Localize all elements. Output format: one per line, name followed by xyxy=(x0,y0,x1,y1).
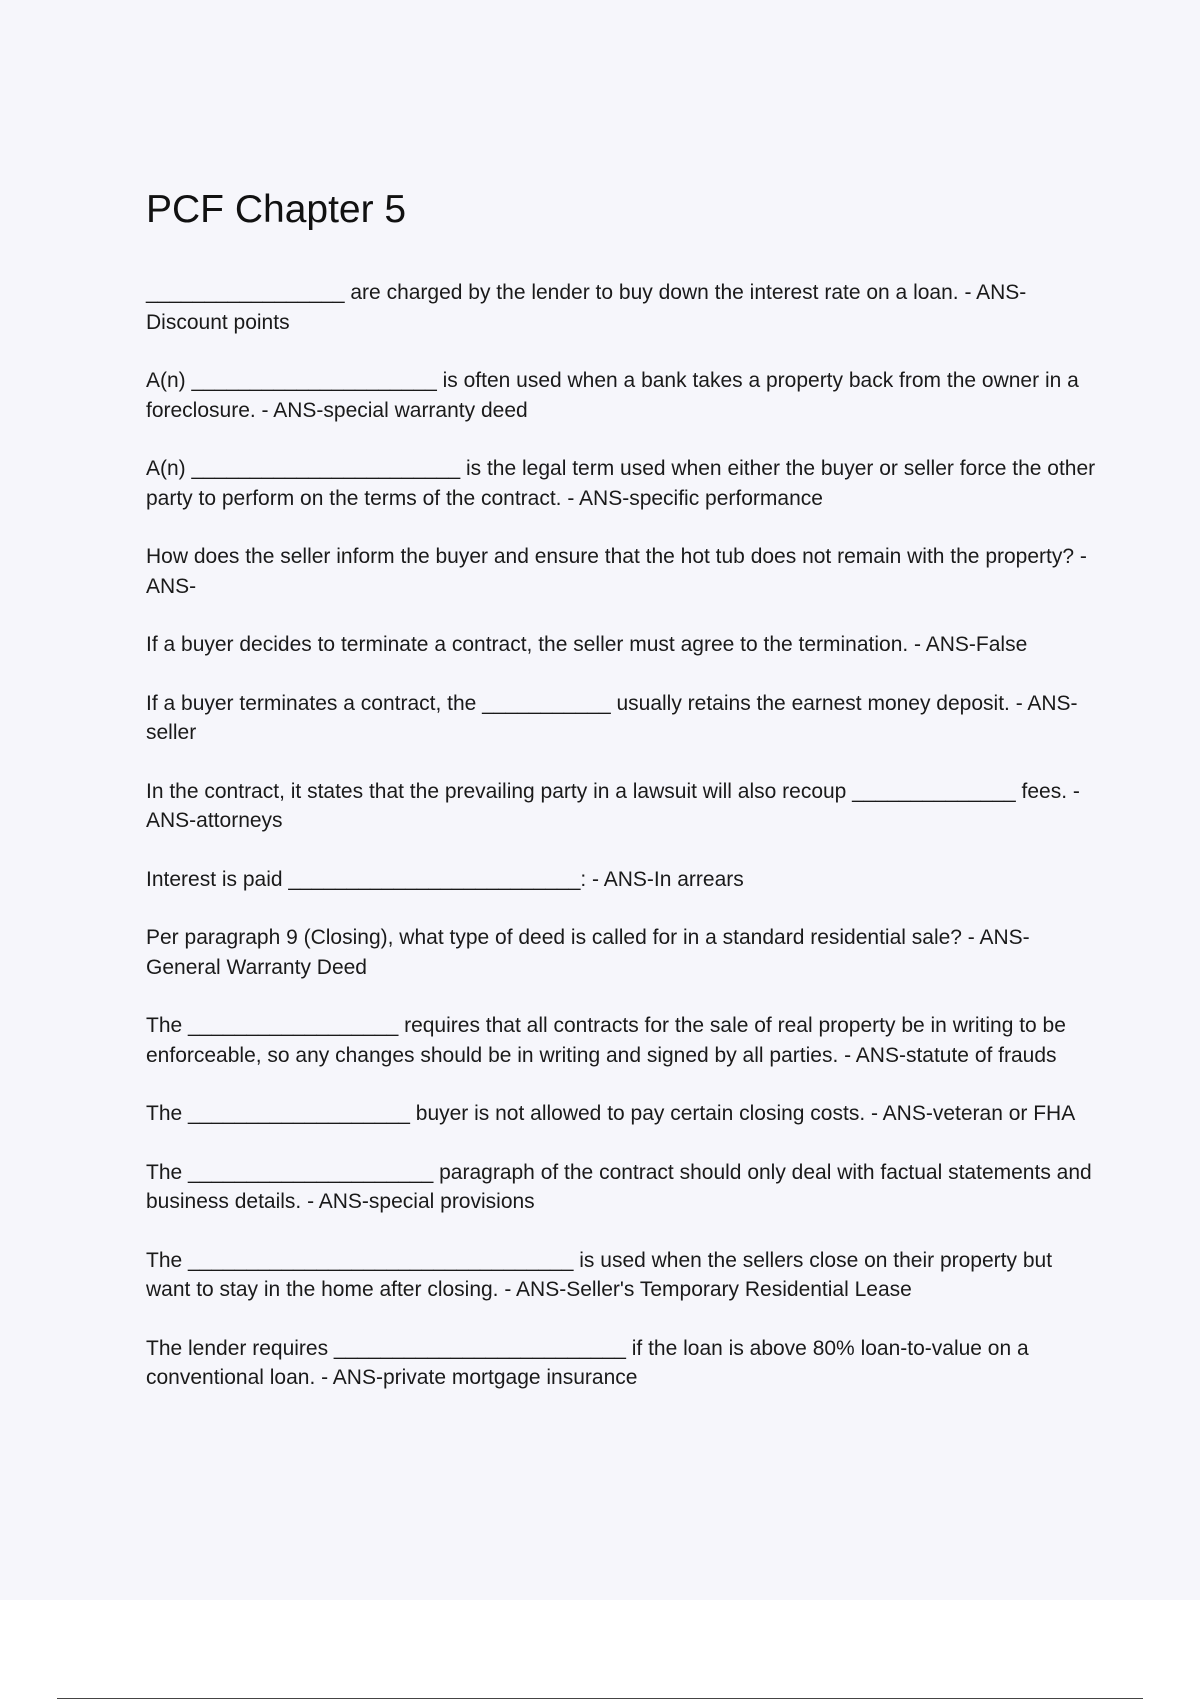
question-item: The _____________________ paragraph of the contract should only deal with factual statements and business details. - ANS-special provisions xyxy=(146,1160,1092,1213)
footer-divider xyxy=(57,1698,1143,1699)
question-item: In the contract, it states that the prevailing party in a lawsuit will also recoup ______________ fees. - ANS-attorneys xyxy=(146,779,1080,832)
question-item: A(n) _______________________ is the legal term used when either the buyer or seller force the other party to perform on the terms of the contract. - ANS-specific performance xyxy=(146,457,1096,510)
question-item: If a buyer decides to terminate a contract, the seller must agree to the termination. - ANS-False xyxy=(146,633,1028,656)
question-item: _________________ are charged by the lender to buy down the interest rate on a loan. - ANS-Discount points xyxy=(146,281,1027,334)
question-item: The ___________________ buyer is not allowed to pay certain closing costs. - ANS-veteran or FHA xyxy=(146,1102,1076,1125)
question-item: The __________________ requires that all contracts for the sale of real property be in writing to be enforceable, so any changes should be in writing and signed by all parties. - ANS-statute of frauds xyxy=(146,1014,1066,1067)
page-title: PCF Chapter 5 xyxy=(146,188,407,231)
question-list xyxy=(146,278,1101,1393)
question-item: Interest is paid _________________________: - ANS-In arrears xyxy=(146,867,744,891)
question-item: Per paragraph 9 (Closing), what type of deed is called for in a standard residential sale? - ANS-General Warranty Deed xyxy=(146,926,1030,979)
question-item: The _________________________________ is used when the sellers close on their property but want to stay in the home after closing. - ANS-Seller's Temporary Residential Lease xyxy=(146,1248,1053,1301)
question-item: How does the seller inform the buyer and ensure that the hot tub does not remain with the property? - ANS- xyxy=(146,545,1087,598)
question-item: A(n) _____________________ is often used when a bank takes a property back from the owner in a foreclosure. - ANS-special warranty deed xyxy=(146,369,1079,422)
question-item: If a buyer terminates a contract, the ___________ usually retains the earnest money deposit. - ANS-seller xyxy=(146,691,1078,744)
question-item: The lender requires _________________________ if the loan is above 80% loan-to-value on a conventional loan. - ANS-private mortgage insurance xyxy=(146,1336,1029,1389)
document-content xyxy=(146,186,1101,1422)
